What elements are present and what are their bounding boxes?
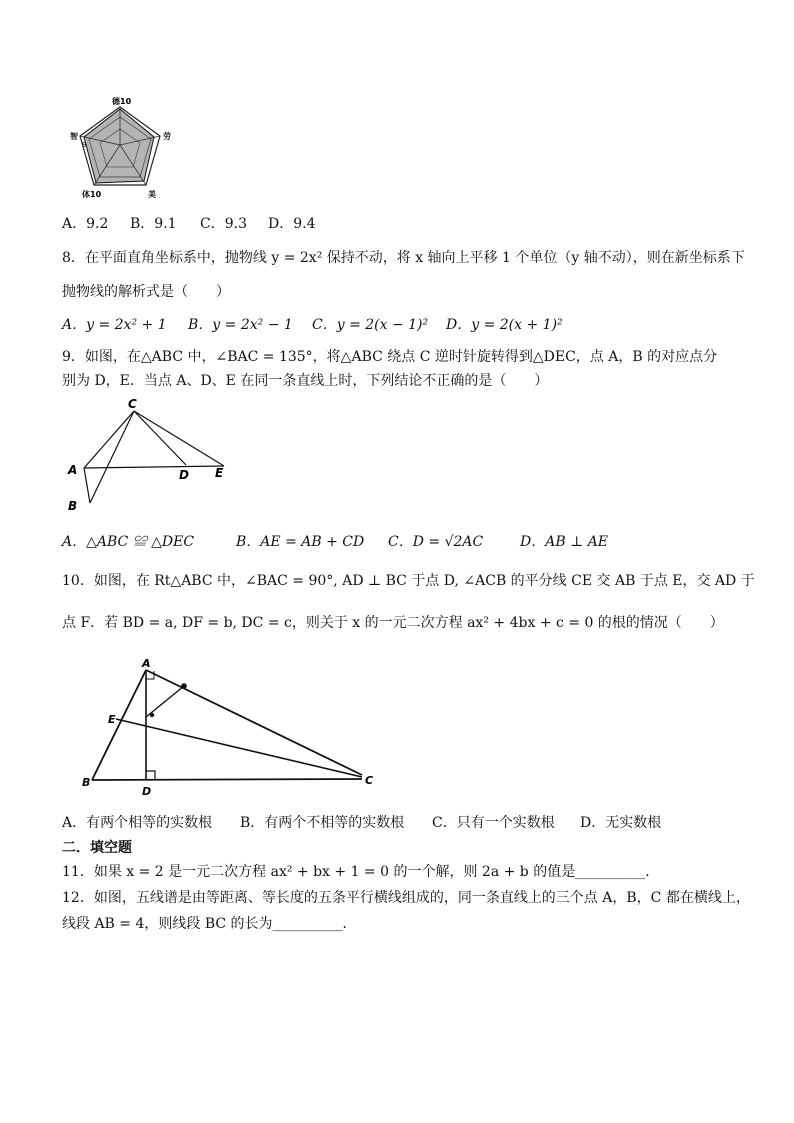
radar-chart-figure — [70, 95, 180, 205]
q8-option-c: C．y = 2(x − 1)² — [312, 317, 429, 333]
q10-stem-line1: 10．如图，在 Rt△ABC 中，∠BAC = 90°, AD ⊥ BC 于点 D, ∠ACB 的平分线 CE 交 AB 于点 E，交 AD 于 — [62, 573, 755, 589]
q10-triangle-figure — [80, 655, 380, 800]
q9-triangle-figure — [62, 395, 242, 515]
q10-label-e: E — [108, 713, 116, 726]
radar-label-bottom-left: 体10 — [82, 190, 102, 199]
q9-label-c: C — [128, 397, 137, 411]
q9-option-a: A．△ABC ≌ △DEC — [62, 534, 195, 550]
q9-label-e: E — [215, 466, 224, 480]
q9-label-d: D — [179, 468, 189, 482]
q8-option-a: A．y = 2x² + 1 — [62, 317, 167, 333]
q10-stem-line2: 点 F．若 BD = a, DF = b, DC = c，则关于 x 的一元二次方程 ax² + 4bx + c = 0 的根的情况（ ） — [62, 615, 724, 631]
q10-label-a: A — [142, 657, 151, 670]
q7-option-d: D．9.4 — [268, 216, 316, 232]
q10-option-b: B．有两个不相等的实数根 — [240, 815, 405, 831]
radar-label-top: 德10 — [112, 97, 132, 106]
q8-option-b: B．y = 2x² − 1 — [188, 317, 293, 333]
q10-label-d: D — [142, 785, 152, 798]
q10-label-b: B — [82, 776, 91, 789]
radar-label-right: 劳 — [163, 132, 171, 141]
q12-stem-line2: 线段 AB = 4，则线段 BC 的长为__________． — [62, 916, 357, 932]
q8-stem-line2: 抛物线的解析式是（ ） — [62, 284, 230, 300]
q9-stem-line1: 9．如图，在△ABC 中，∠BAC = 135°，将△ABC 绕点 C 逆时针旋转得到△DEC，点 A，B 的对应点分 — [62, 349, 718, 365]
q10-label-c: C — [365, 774, 374, 787]
q7-option-b: B．9.1 — [130, 216, 177, 232]
q10-option-c: C．只有一个实数根 — [432, 815, 555, 831]
q9-option-c: C．D = √2AC — [388, 534, 484, 550]
q8-stem-line1: 8．在平面直角坐标系中，抛物线 y = 2x² 保持不动，将 x 轴向上平移 1 个单位（y 轴不动），则在新坐标系下 — [62, 250, 745, 266]
radar-label-bottom-right: 美 — [148, 190, 156, 199]
q9-label-b: B — [68, 499, 78, 513]
q7-option-a: A．9.2 — [62, 216, 109, 232]
q9-option-d: D．AB ⊥ AE — [520, 534, 609, 550]
q8-option-d: D．y = 2(x + 1)² — [446, 317, 563, 333]
radar-value-left: 9 — [82, 141, 87, 149]
radar-label-left: 智 — [70, 132, 78, 141]
q7-option-c: C．9.3 — [200, 216, 247, 232]
section-fill-in-title: 二．填空题 — [62, 840, 132, 856]
q11-stem: 11．如果 x = 2 是一元二次方程 ax² + bx + 1 = 0 的一个解，则 2a + b 的值是__________． — [62, 864, 660, 880]
q9-stem-line2: 别为 D，E．当点 A、D、E 在同一条直线上时，下列结论不正确的是（ ） — [62, 373, 549, 389]
q10-option-d: D．无实数根 — [580, 815, 662, 831]
q10-option-a: A．有两个相等的实数根 — [62, 815, 213, 831]
q9-option-b: B．AE = AB + CD — [236, 534, 365, 550]
q9-label-a: A — [68, 463, 78, 477]
q12-stem-line1: 12．如图，五线谱是由等距离、等长度的五条平行横线组成的，同一条直线上的三个点 A，B，C 都在横线上， — [62, 890, 750, 906]
